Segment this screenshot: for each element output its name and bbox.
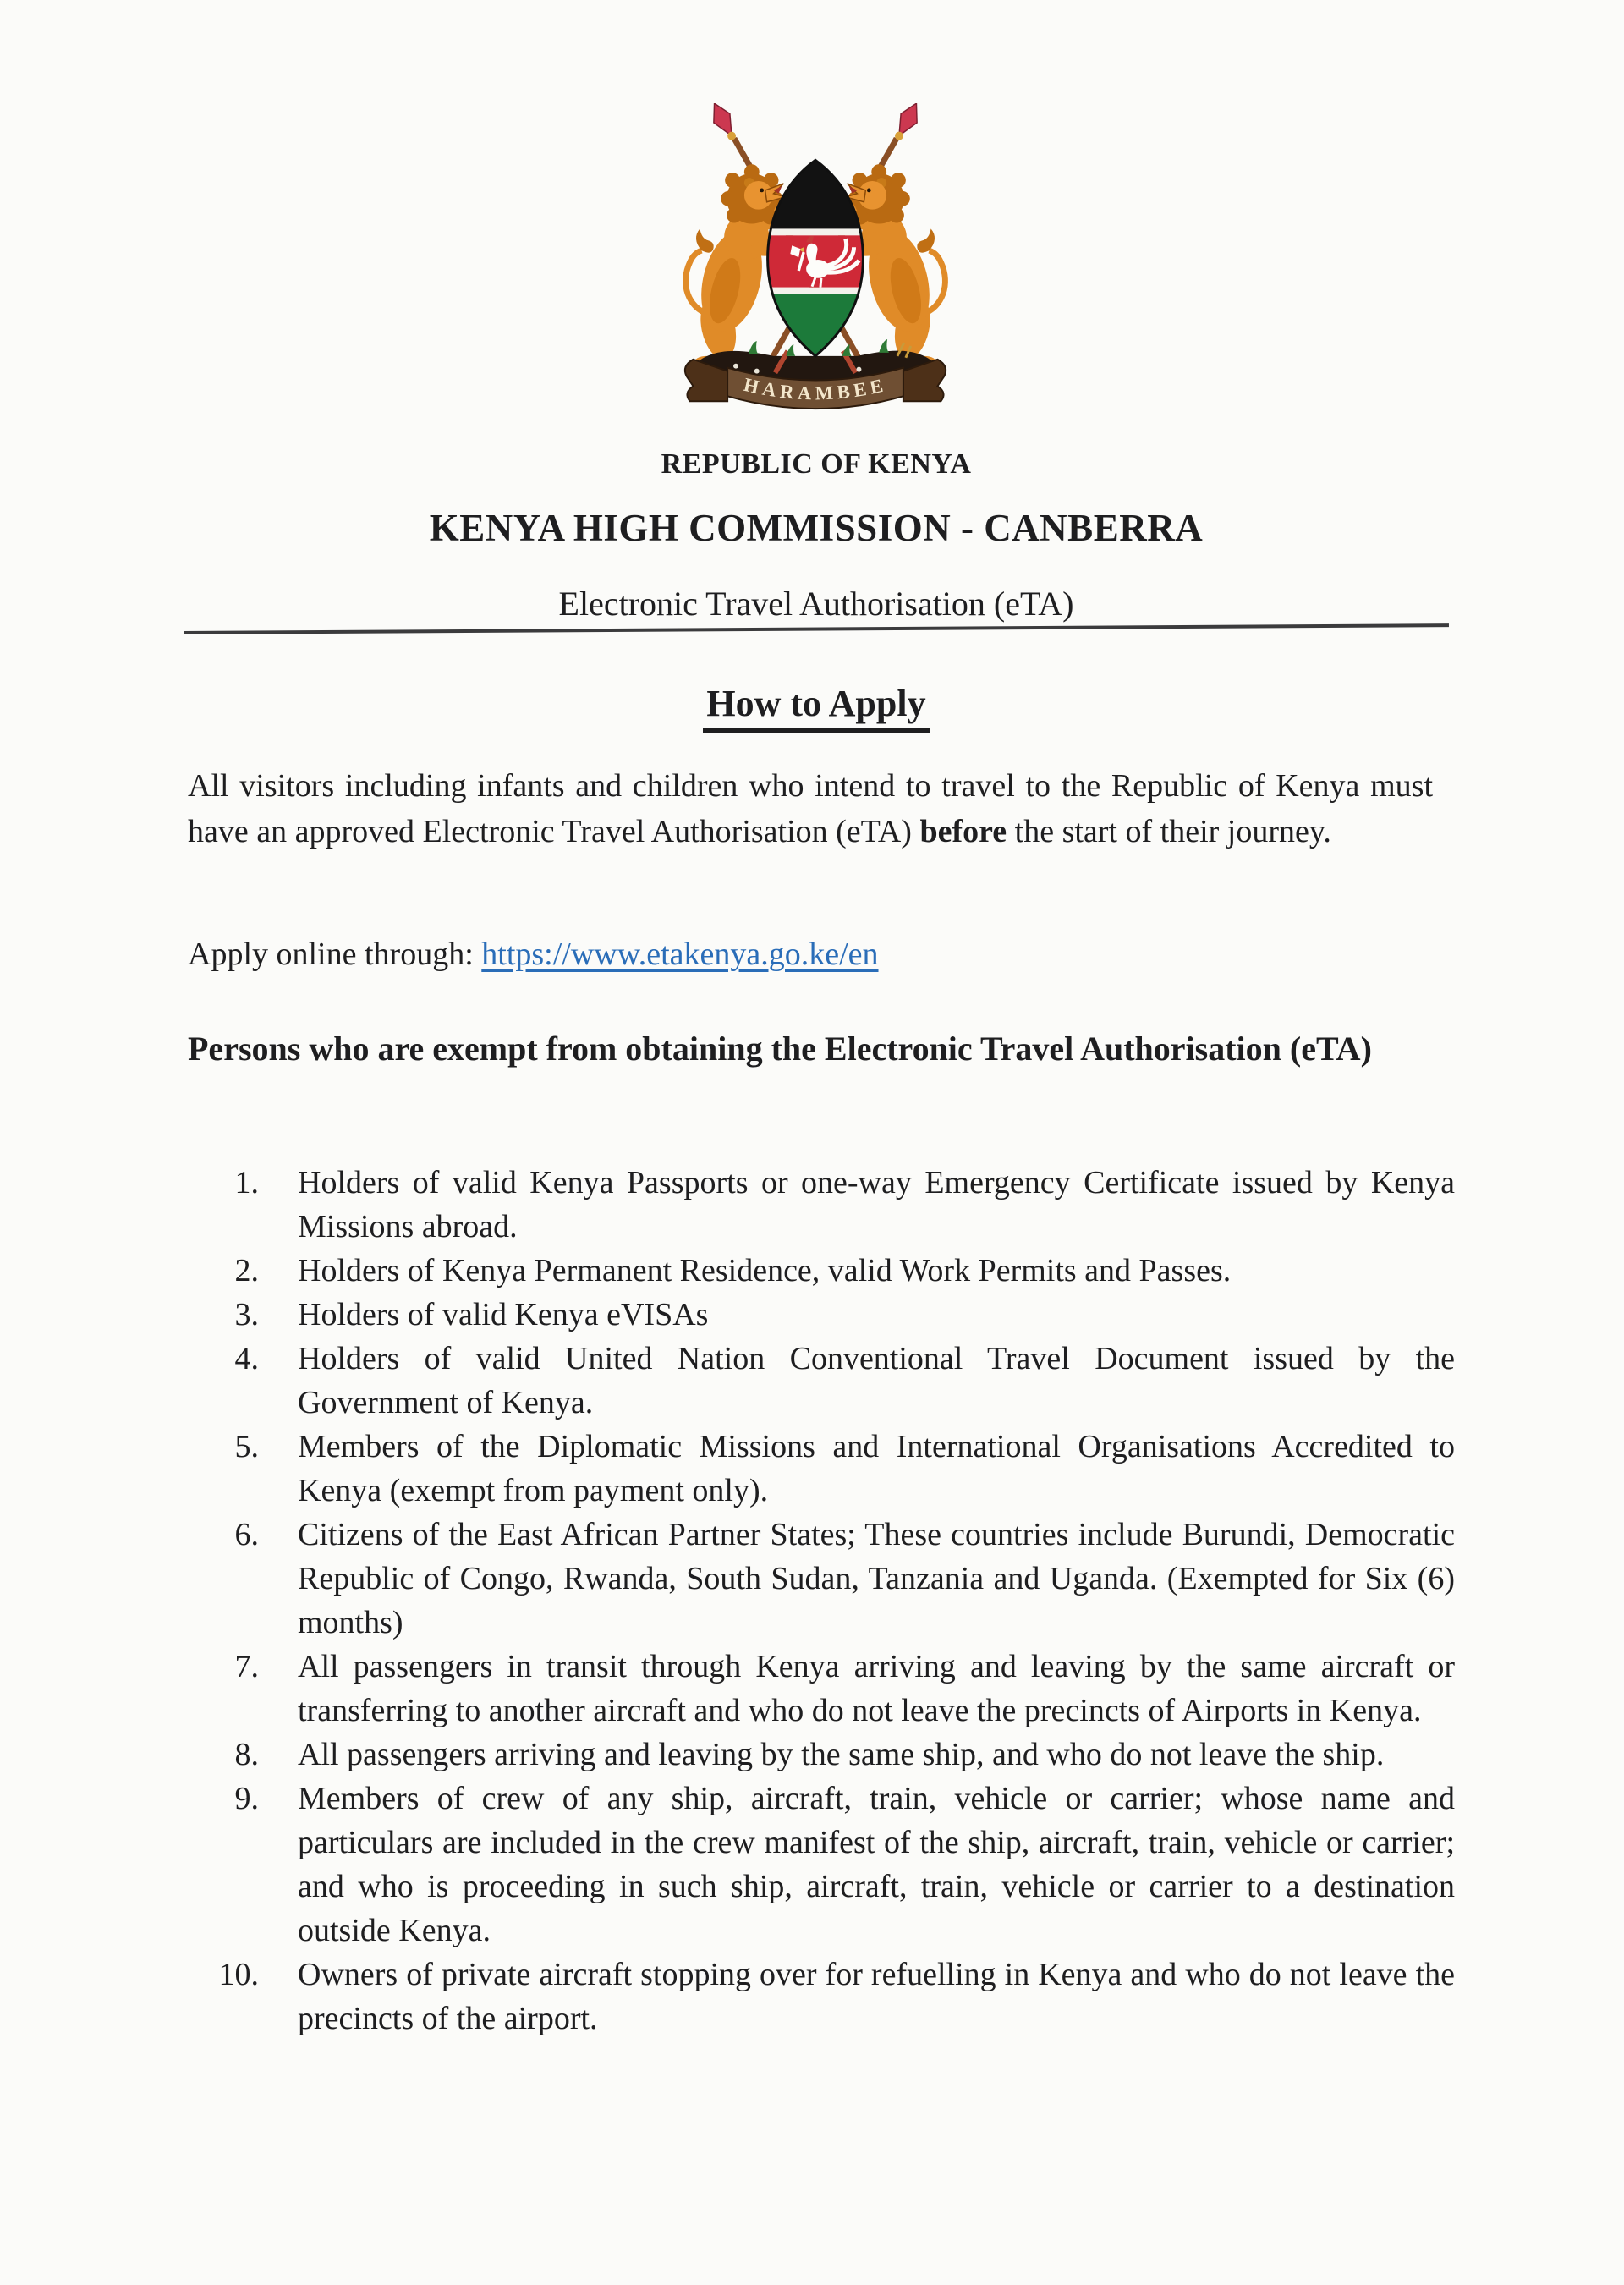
list-item xyxy=(188,1513,1455,1645)
item-number: 8. xyxy=(234,1737,259,1772)
item-text: Holders of valid Kenya eVISAs xyxy=(298,1297,709,1332)
kenya-coat-of-arms xyxy=(648,103,983,421)
item-number: 1. xyxy=(234,1165,259,1200)
list-item xyxy=(188,1645,1455,1733)
item-text: Holders of Kenya Permanent Residence, valid Work Permits and Passes. xyxy=(298,1253,1232,1288)
item-number: 7. xyxy=(234,1649,259,1684)
item-number: 5. xyxy=(234,1429,259,1464)
item-text: All passengers in transit through Kenya arriving and leaving by the same aircraft or transferring to another aircraft and who do not leave the precincts of Airports in Kenya. xyxy=(298,1649,1455,1728)
apply-line xyxy=(188,936,1433,973)
intro-text-bold: before xyxy=(919,814,1007,849)
apply-label: Apply online through: xyxy=(188,937,482,972)
seal-caption: REPUBLIC OF KENYA xyxy=(661,448,972,480)
horizontal-rule xyxy=(184,623,1449,634)
item-text: Members of the Diplomatic Missions and International Organisations Accredited to Kenya (exempt from payment only). xyxy=(298,1429,1455,1508)
list-item xyxy=(188,1293,1455,1337)
item-number: 10. xyxy=(218,1957,259,1992)
item-number: 9. xyxy=(234,1781,259,1816)
list-item xyxy=(188,1733,1455,1777)
item-text: Citizens of the East African Partner States; These countries include Burundi, Democratic Republic of Congo, Rwanda, South Sudan, Tanzania and Uganda. (Exempted for Six (6) months) xyxy=(298,1517,1455,1640)
exemption-list xyxy=(188,1161,1455,2041)
item-text: Holders of valid Kenya Passports or one-way Emergency Certificate issued by Kenya Missions abroad. xyxy=(298,1165,1455,1244)
motto-text: HARAMBEE xyxy=(742,373,889,404)
item-number: 4. xyxy=(234,1341,259,1376)
list-item xyxy=(188,1337,1455,1425)
doc-subtitle: Electronic Travel Authorisation (eTA) xyxy=(558,585,1074,623)
item-number: 2. xyxy=(234,1253,259,1288)
intro-text-pre: All visitors including infants and children who intend to travel to the Republic of Kenya must have an approved Electronic Travel Authorisation (eTA) xyxy=(188,768,1433,849)
list-item xyxy=(188,1953,1455,2041)
list-item xyxy=(188,1425,1455,1513)
exempt-heading: Persons who are exempt from obtaining the Electronic Travel Authorisation (eTA) xyxy=(188,1030,1372,1068)
item-number: 3. xyxy=(234,1297,259,1332)
eta-portal-link[interactable]: https://www.etakenya.go.ke/en xyxy=(481,937,879,972)
intro-text-post: the start of their journey. xyxy=(1007,814,1331,849)
item-text: Holders of valid United Nation Conventional Travel Document issued by the Government of Kenya. xyxy=(298,1341,1455,1420)
intro-paragraph xyxy=(188,763,1433,854)
section-heading: How to Apply xyxy=(703,682,929,733)
list-item xyxy=(188,1161,1455,1249)
item-text: All passengers arriving and leaving by the same ship, and who do not leave the ship. xyxy=(298,1737,1385,1772)
item-text: Owners of private aircraft stopping over for refuelling in Kenya and who do not leave the precincts of the airport. xyxy=(298,1957,1455,2036)
list-item xyxy=(188,1249,1455,1293)
item-number: 6. xyxy=(234,1517,259,1552)
list-item xyxy=(188,1777,1455,1953)
org-title: KENYA HIGH COMMISSION - CANBERRA xyxy=(429,507,1204,549)
item-text: Members of crew of any ship, aircraft, train, vehicle or carrier; whose name and particulars are included in the crew manifest of the ship, aircraft, train, vehicle or carrier; and who is proceeding in such ship, aircraft, train, vehicle or carrier to a destination outside Kenya. xyxy=(298,1781,1455,1948)
